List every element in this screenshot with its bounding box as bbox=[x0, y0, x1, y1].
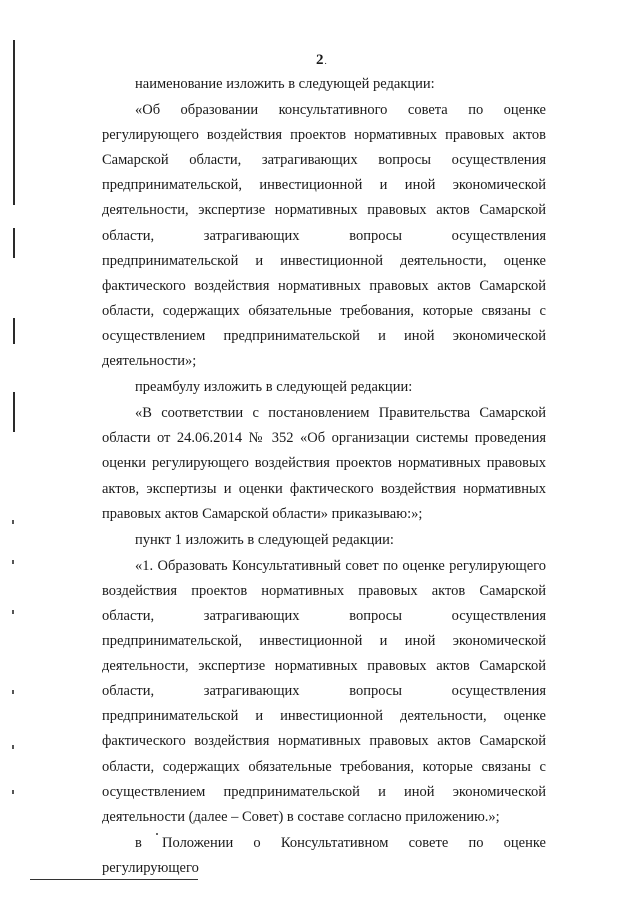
document-body bbox=[102, 72, 546, 881]
scan-margin-dot bbox=[12, 610, 14, 614]
scan-margin-dot bbox=[12, 560, 14, 564]
page-number bbox=[316, 52, 327, 69]
page-number-value: 2 bbox=[316, 52, 324, 68]
scan-margin-mark bbox=[13, 228, 15, 258]
scan-margin-dot bbox=[12, 520, 14, 524]
paragraph: в Положении о Консультативном совете по оценке регулирующего bbox=[102, 834, 546, 876]
paragraph: преамбулу изложить в следующей редакции: bbox=[135, 379, 413, 396]
scan-margin-mark bbox=[13, 392, 15, 432]
paragraph: наименование изложить в следующей редакции: bbox=[135, 76, 435, 92]
scan-speck bbox=[156, 833, 158, 835]
footnote-rule bbox=[30, 879, 198, 880]
paragraph: пункт 1 изложить в следующей редакции: bbox=[135, 531, 394, 548]
scan-margin-dot bbox=[12, 690, 14, 694]
page-number-mark: . bbox=[324, 56, 327, 66]
scan-margin-mark bbox=[13, 40, 15, 205]
scan-margin-dot bbox=[12, 745, 14, 749]
paragraph: «В соответствии с постановлением Правительства Самарской области от 24.06.2014 № 352 «Об организации системы проведения оценки регулирующего воздействия проектов нормативных правовых актов, экспертизы и оценки фактического воздействия нормативных правовых актов Самарской области» приказываю:»; bbox=[102, 405, 546, 522]
scan-margin-dot bbox=[12, 790, 14, 794]
scan-margin-mark bbox=[13, 318, 15, 344]
paragraph: «Об образовании консультативного совета по оценке регулирующего воздействия проектов нормативных правовых актов Самарской области, затрагивающих вопросы осуществления предпринимательской, инвестиционной и иной экономической деятельности, экспертизе нормативных правовых актов Самарской области, затрагивающих вопросы осуществления предпринимательской и инвестиционной деятельности, оценке фактического воздействия нормативных правовых актов Самарской области, содержащих обязательные требования, которые связаны с осуществлением предпринимательской и иной экономической деятельности»; bbox=[102, 102, 546, 370]
paragraph: «1. Образовать Консультативный совет по оценке регулирующего воздействия проектов нормативных правовых актов Самарской области, затрагивающих вопросы осуществления предпринимательской, инвестиционной и иной экономической деятельности, экспертизе нормативных правовых актов Самарской области, затрагивающих вопросы осуществления предпринимательской и инвестиционной деятельности, оценке фактического воздействия нормативных правовых актов Самарской области, содержащих обязательные требования, которые связаны с осуществлением предпринимательской и иной экономической деятельности (далее – Совет) в составе согласно приложению.»; bbox=[102, 557, 546, 825]
